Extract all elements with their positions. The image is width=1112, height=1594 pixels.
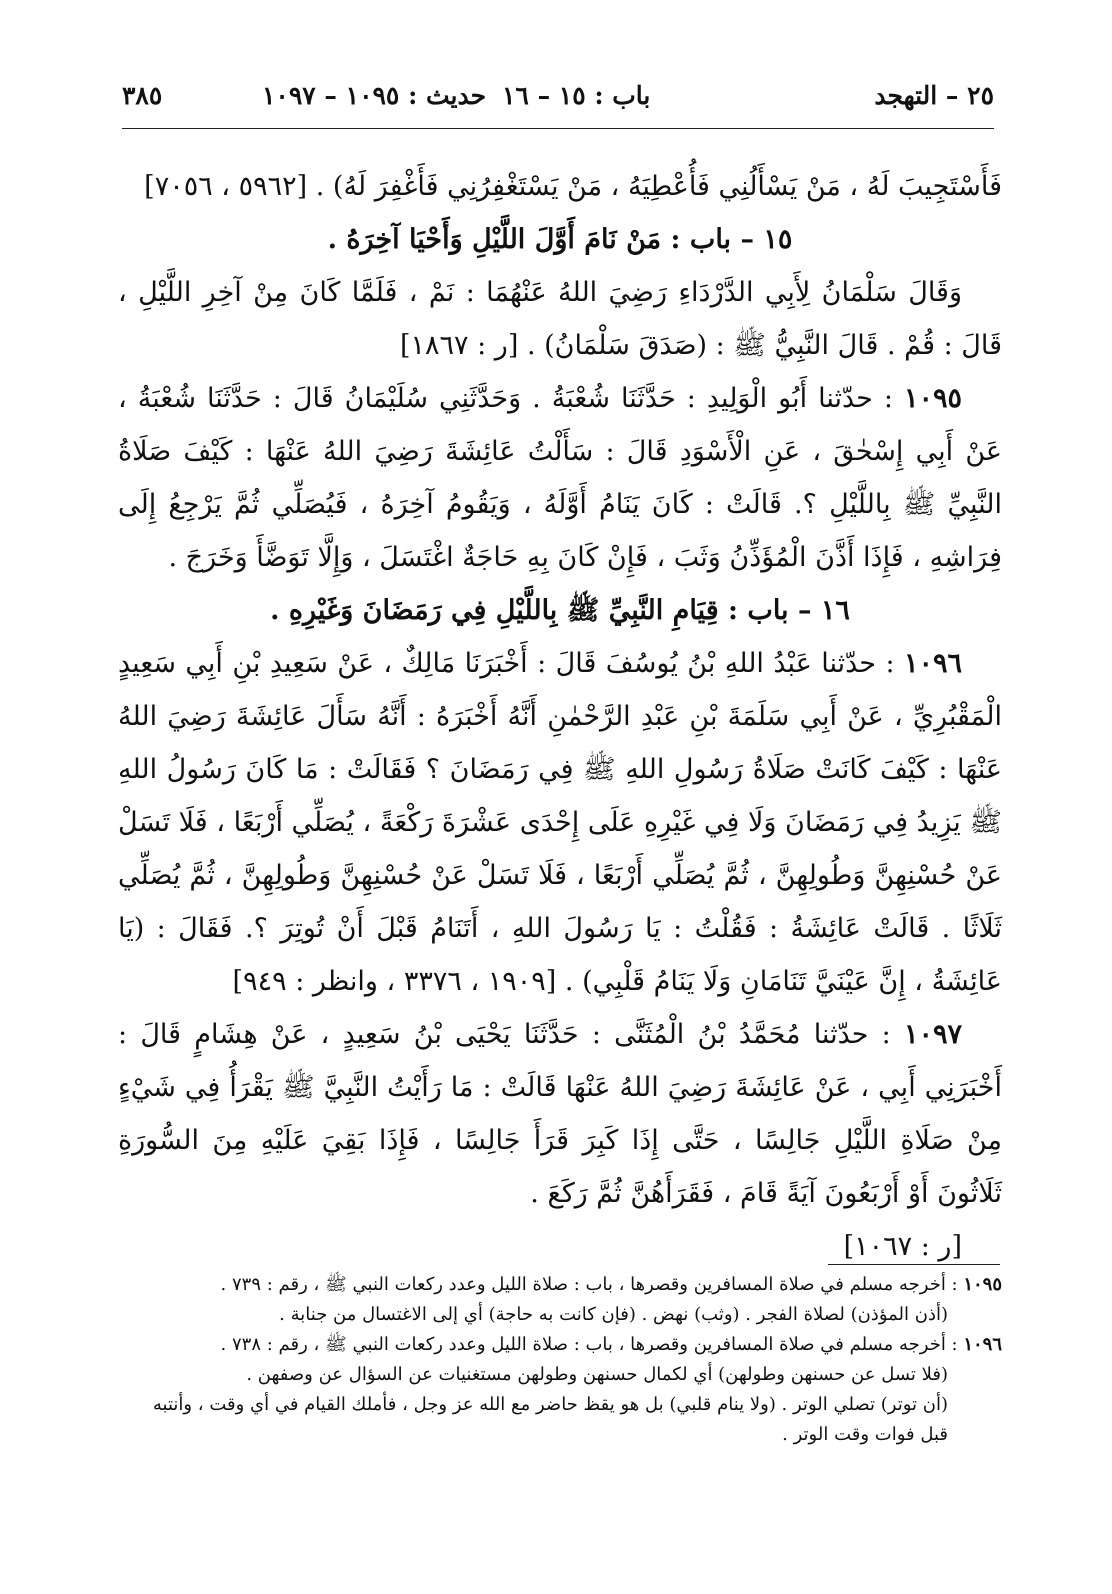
hadith-number: ١٠٩٥: [903, 383, 962, 414]
footnote-1096-gloss-1: (فلا تسل عن حسنهن وطولهن) أي لكمال حسنهن وطولهن مستغنيات عن السؤال عن وصفهن .: [246, 1364, 948, 1385]
main-text: [118, 160, 1002, 1273]
bab-15-intro: وَقَالَ سَلْمَانُ لِأَبِي الدَّرْدَاءِ رَضِيَ اللهُ عَنْهُمَا : نَمْ ، فَلَمَّا كَانَ مِنْ آخِرِ اللَّيْلِ ، قَالَ : قُمْ . قَالَ النَّبِيُّ ﷺ : (صَدَقَ سَلْمَانُ) . [ر : ١٨٦٧]: [118, 277, 1002, 361]
chapter-title: ٢٥ – التهجد: [874, 81, 994, 110]
continuation-line: فَأَسْتَجِيبَ لَهُ ، مَنْ يَسْأَلُنِي فَأُعْطِيَهُ ، مَنْ يَسْتَغْفِرُنِي فَأَغْفِرَ لَهُ) . [٥٩٦٢ ، ٧٠٥٦]: [144, 171, 1002, 202]
hadith-range: حديث : ١٠٩٥ – ١٠٩٧: [262, 81, 487, 110]
footnote-1095-gloss: (أذن المؤذن) لصلاة الفجر . (وثب) نهض . (فإن كانت به حاجة) أي إلى الاغتسال من جنابة .: [279, 1304, 948, 1325]
bab-16-heading: ١٦ – باب : قِيَامِ النَّبِيِّ ﷺ بِاللَّيْلِ فِي رَمَضَانَ وَغَيْرِهِ .: [270, 595, 850, 626]
footnote-number: ١٠٩٥: [963, 1274, 1002, 1295]
footnote-1095: [140, 1270, 1002, 1300]
footnote-text: : أخرجه مسلم في صلاة المسافرين وقصرها ، باب : صلاة الليل وعدد ركعات النبي ﷺ ، رقم : ٧٣٨ .: [220, 1334, 964, 1355]
header-divider: [122, 128, 994, 129]
hadith-1096: [118, 637, 1002, 1008]
bab-15-heading: ١٥ – باب : مَنْ نَامَ أَوَّلَ اللَّيْلِ وَأَحْيَا آخِرَهُ .: [327, 224, 793, 255]
page-number: ٣٨٥: [122, 81, 163, 110]
footnote-number: ١٠٩٦: [963, 1334, 1002, 1355]
hadith-1097: [118, 1008, 1002, 1220]
hadith-1097-reference: [ر : ١٠٦٧]: [843, 1231, 962, 1262]
hadith-1095: [118, 372, 1002, 584]
page-header: [122, 78, 994, 114]
hadith-number: ١٠٩٦: [903, 648, 962, 679]
hadith-number: ١٠٩٧: [903, 1019, 962, 1050]
footnote-divider: [828, 1264, 1000, 1265]
footnotes: [140, 1270, 1002, 1450]
hadith-text: : حدّثنا عَبْدُ اللهِ بْنُ يُوسُفَ قَالَ : أَخْبَرَنَا مَالِكٌ ، عَنْ سَعِيدِ بْنِ أَبِي سَعِيدٍ الْمَقْبُرِيِّ ، عَنْ أَبِي سَلَمَةَ بْنِ عَبْدِ الرَّحْمٰنِ أَنَّهُ أَخْبَرَهُ : أَنَّهُ سَأَلَ عَائِشَةَ رَضِيَ اللهُ عَنْهَا : كَيْفَ كَانَتْ صَلَاةُ رَسُولِ اللهِ ﷺ فِي رَمَضَانَ ؟ فَقَالَتْ : مَا كَانَ رَسُولُ اللهِ ﷺ يَزِيدُ فِي رَمَضَانَ وَلَا فِي غَيْرِهِ عَلَى إِحْدَى عَشْرَةَ رَكْعَةً ، يُصَلِّي أَرْبَعًا ، فَلَا تَسَلْ عَنْ حُسْنِهِنَّ وَطُولِهِنَّ ، ثُمَّ يُصَلِّي أَرْبَعًا ، فَلَا تَسَلْ عَنْ حُسْنِهِنَّ وَطُولِهِنَّ ، ثُمَّ يُصَلِّي ثَلَاثًا . قَالَتْ عَائِشَةُ : فَقُلْتُ : يَا رَسُولَ اللهِ ، أَتَنَامُ قَبْلَ أَنْ تُوتِرَ ؟. فَقَالَ : (يَا عَائِشَةُ ، إِنَّ عَيْنَيَّ تَنَامَانِ وَلَا يَنَامُ قَلْبِي) . [١٩٠٩ ، ٣٣٧٦ ، وانظر : ٩٤٩]: [118, 648, 1002, 997]
hadith-text: : حدّثنا مُحَمَّدُ بْنُ الْمُثَنَّى : حَدَّثَنَا يَحْيَى بْنُ سَعِيدٍ ، عَنْ هِشَامٍ قَالَ : أَخْبَرَنِي أَبِي ، عَنْ عَائِشَةَ رَضِيَ اللهُ عَنْهَا قَالَتْ : مَا رَأَيْتُ النَّبِيَّ ﷺ يَقْرَأُ فِي شَيْءٍ مِنْ صَلَاةِ اللَّيْلِ جَالِسًا ، حَتَّى إِذَا كَبِرَ قَرَأَ جَالِسًا ، فَإِذَا بَقِيَ عَلَيْهِ مِنَ السُّورَةِ ثَلَاثُونَ أَوْ أَرْبَعُونَ آيَةً قَامَ ، فَقَرَأَهُنَّ ثُمَّ رَكَعَ .: [118, 1019, 1002, 1209]
bab-range: باب : ١٥ – ١٦: [502, 81, 651, 110]
hadith-text: : حدّثنا أَبُو الْوَلِيدِ : حَدَّثَنَا شُعْبَةُ . وَحَدَّثَنِي سُلَيْمَانُ قَالَ : حَدَّثَنَا شُعْبَةُ ، عَنْ أَبِي إِسْحٰقَ ، عَنِ الْأَسْوَدِ قَالَ : سَأَلْتُ عَائِشَةَ رَضِيَ اللهُ عَنْهَا : كَيْفَ صَلَاةُ النَّبِيِّ ﷺ بِاللَّيْلِ ؟. قَالَتْ : كَانَ يَنَامُ أَوَّلَهُ ، وَيَقُومُ آخِرَهُ ، فَيُصَلِّي ثُمَّ يَرْجِعُ إِلَى فِرَاشِهِ ، فَإِذَا أَذَّنَ الْمُؤَذِّنُ وَثَبَ ، فَإِنْ كَانَ بِهِ حَاجَةٌ اغْتَسَلَ ، وَإِلَّا تَوَضَّأَ وَخَرَجَ .: [118, 383, 1002, 573]
footnote-text: : أخرجه مسلم في صلاة المسافرين وقصرها ، باب : صلاة الليل وعدد ركعات النبي ﷺ ، رقم : ٧٣٩ .: [220, 1274, 964, 1295]
footnote-1096-gloss-2: (أن توتر) تصلي الوتر . (ولا ينام قلبي) بل هو يقظ حاضر مع الله عز وجل ، فأملك القيام في أي وقت ، وأنتبه قبل فوات وقت الوتر .: [152, 1394, 948, 1445]
footnote-1096: [140, 1330, 1002, 1360]
